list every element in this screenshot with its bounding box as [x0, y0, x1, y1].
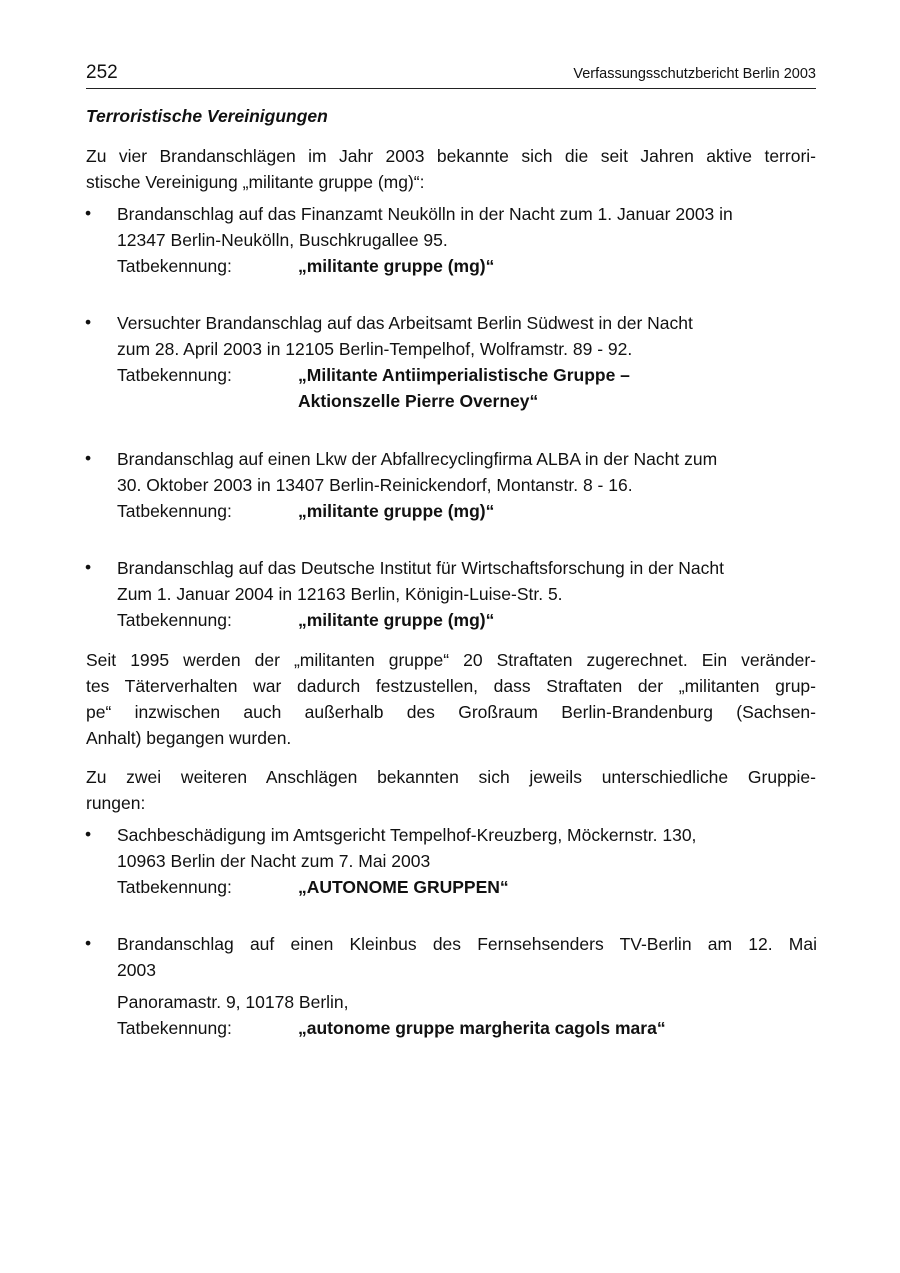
claim-row [117, 874, 817, 900]
bullet-icon: • [85, 203, 92, 223]
item-line: Brandanschlag auf das Finanzamt Neukölln in der Nacht zum 1. Januar 2003 in [117, 204, 733, 224]
claim-label: Tatbekennung: [117, 610, 232, 630]
list-item [117, 446, 817, 524]
claim-label: Tatbekennung: [117, 877, 232, 897]
item-line: Brandanschlag auf das Deutsche Institut für Wirtschaftsforschung in der Nacht [117, 558, 724, 578]
claim-group: „militante gruppe (mg)“ [298, 501, 495, 521]
claim-label: Tatbekennung: [117, 501, 232, 521]
item-line: Zum 1. Januar 2004 in 12163 Berlin, Königin-Luise-Str. 5. [117, 584, 563, 604]
item-line: 2003 [117, 960, 156, 980]
item-line: 10963 Berlin der Nacht zum 7. Mai 2003 [117, 851, 431, 871]
item-line: Sachbeschädigung im Amtsgericht Tempelhof-Kreuzberg, Möckernstr. 130, [117, 825, 697, 845]
intro-paragraph [86, 143, 816, 195]
claim-group: „militante gruppe (mg)“ [298, 256, 495, 276]
claim-group: „Militante Antiimperialistische Gruppe – [298, 365, 630, 385]
claim-row [117, 1015, 817, 1041]
claim-group: „autonome gruppe margherita cagols mara“ [298, 1018, 666, 1038]
paragraph-line: Seit 1995 werden der „militanten gruppe“ 20 Straftaten zugerechnet. Ein veränder- [86, 650, 816, 670]
item-line: Panoramastr. 9, 10178 Berlin, [117, 992, 349, 1012]
paragraph-line: rungen: [86, 793, 146, 813]
item-line: Brandanschlag auf einen Kleinbus des Fernsehsenders TV-Berlin am 12. Mai [117, 934, 817, 954]
bullet-icon: • [85, 557, 92, 577]
claim-group: „AUTONOME GRUPPEN“ [298, 877, 509, 897]
bullet-icon: • [85, 448, 92, 468]
claim-group: „militante gruppe (mg)“ [298, 610, 495, 630]
claim-row-continued [117, 388, 817, 414]
claim-row [117, 607, 817, 633]
other-attacks-paragraph [86, 764, 816, 816]
list-item [117, 201, 817, 279]
list-item [117, 931, 817, 1041]
bullet-icon: • [85, 312, 92, 332]
bullet-icon: • [85, 824, 92, 844]
item-line: 12347 Berlin-Neukölln, Buschkrugallee 95. [117, 230, 448, 250]
intro-line: stische Vereinigung „militante gruppe (mg)“: [86, 172, 425, 192]
item-line: zum 28. April 2003 in 12105 Berlin-Tempelhof, Wolframstr. 89 - 92. [117, 339, 633, 359]
running-title: Verfassungsschutzbericht Berlin 2003 [573, 66, 816, 82]
claim-row [117, 253, 817, 279]
list-item [117, 822, 817, 900]
item-line: 30. Oktober 2003 in 13407 Berlin-Reinickendorf, Montanstr. 8 - 16. [117, 475, 633, 495]
list-item [117, 310, 817, 414]
item-line: Brandanschlag auf einen Lkw der Abfallrecyclingfirma ALBA in der Nacht zum [117, 449, 718, 469]
paragraph-line: pe“ inzwischen auch außerhalb des Großraum Berlin-Brandenburg (Sachsen- [86, 702, 816, 722]
page-number: 252 [86, 62, 118, 83]
list-item [117, 555, 817, 633]
claim-group-line2: Aktionszelle Pierre Overney“ [298, 391, 539, 411]
summary-paragraph [86, 647, 816, 751]
intro-line: Zu vier Brandanschlägen im Jahr 2003 bekannte sich die seit Jahren aktive terrori- [86, 146, 816, 166]
paragraph-line: Anhalt) begangen wurden. [86, 728, 292, 748]
claim-row [117, 362, 817, 388]
paragraph-line: tes Täterverhalten war dadurch festzustellen, dass Straftaten der „militanten grup- [86, 676, 816, 696]
claim-label: Tatbekennung: [117, 256, 232, 276]
claim-label: Tatbekennung: [117, 1018, 232, 1038]
bullet-icon: • [85, 933, 92, 953]
claim-row [117, 498, 817, 524]
paragraph-line: Zu zwei weiteren Anschlägen bekannten sich jeweils unterschiedliche Gruppie- [86, 767, 816, 787]
page-header [86, 62, 816, 89]
item-line: Versuchter Brandanschlag auf das Arbeitsamt Berlin Südwest in der Nacht [117, 313, 693, 333]
section-heading: Terroristische Vereinigungen [86, 106, 328, 126]
claim-label: Tatbekennung: [117, 365, 232, 385]
